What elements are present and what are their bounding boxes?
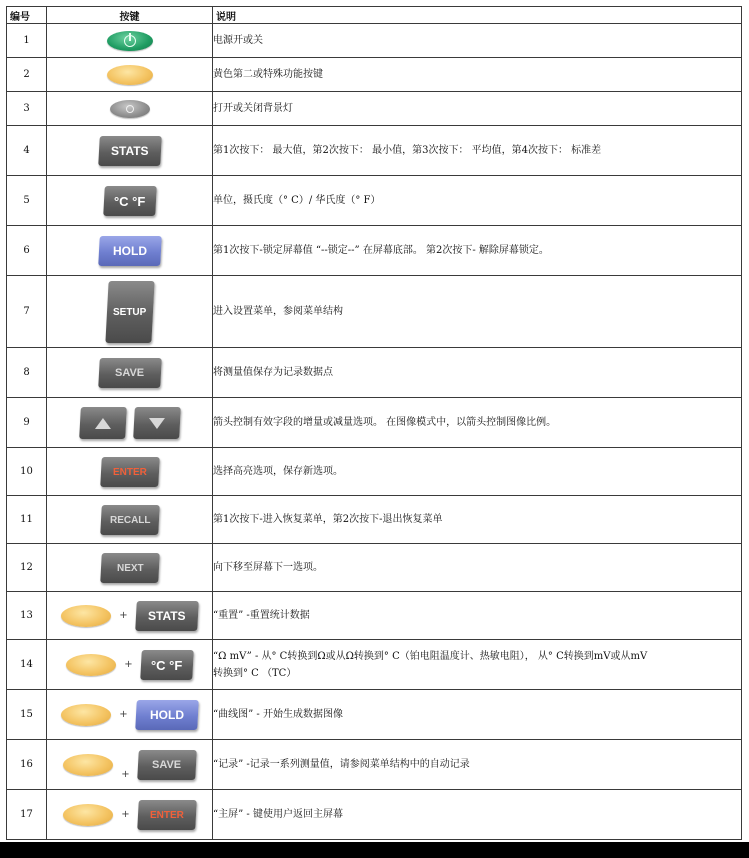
power-button[interactable] [107, 31, 153, 51]
row-description: 箭头控制有效字段的增量或减量选项。 在图像模式中，以箭头控制图像比例。 [213, 398, 742, 448]
table-row [7, 544, 742, 592]
save-button[interactable]: SAVE [98, 358, 162, 388]
table-row [7, 24, 742, 58]
row-description: 将测量值保存为记录数据点 [213, 348, 742, 398]
hold-button[interactable]: HOLD [135, 700, 199, 730]
header-key: 按键 [47, 7, 213, 24]
table-row [7, 690, 742, 740]
enter-button[interactable]: ENTER [100, 457, 160, 487]
units-button[interactable]: °C °F [103, 186, 157, 216]
yellow-function-button[interactable] [107, 65, 153, 85]
table-row [7, 398, 742, 448]
enter-button[interactable]: ENTER [137, 800, 197, 830]
row-description: 第1次按下： 最大值，第2次按下： 最小值，第3次按下： 平均值，第4次按下： 标准差 [213, 126, 742, 176]
save-button[interactable]: SAVE [137, 750, 197, 780]
table-row [7, 58, 742, 92]
table-row [7, 640, 742, 690]
stats-button[interactable]: STATS [98, 136, 162, 166]
row-description: 进入设置菜单，参阅菜单结构 [213, 276, 742, 348]
yellow-function-button[interactable] [66, 654, 116, 676]
table-row [7, 348, 742, 398]
row-number: 6 [7, 226, 47, 276]
row-number: 10 [7, 448, 47, 496]
row-number: 11 [7, 496, 47, 544]
row-description: “记录” -记录一系列测量值，请参阅菜单结构中的自动记录 [213, 740, 742, 790]
arrow-up-icon [95, 417, 111, 428]
row-description-line: 转换到° C （TC） [213, 667, 297, 679]
row-number: 4 [7, 126, 47, 176]
power-icon [124, 35, 136, 47]
stats-button[interactable]: STATS [135, 601, 199, 631]
table-row [7, 790, 742, 840]
table-row [7, 176, 742, 226]
yellow-function-button[interactable] [61, 605, 111, 627]
plus-sign: + [119, 610, 128, 621]
row-description: 单位，摄氏度（° C）/ 华氏度（° F） [213, 176, 742, 226]
plus-sign: + [121, 809, 130, 820]
row-number: 12 [7, 544, 47, 592]
row-description: 第1次按下-进入恢复菜单，第2次按下-退出恢复菜单 [213, 496, 742, 544]
row-description: 选择高亮选项，保存新选项。 [213, 448, 742, 496]
row-number: 14 [7, 640, 47, 690]
row-description-line: “Ω mV” - 从° C转换到Ω或从Ω转换到° C（铂电阻温度计、热敏电阻）， 从° C转换到mV或从mV [213, 650, 648, 662]
arrow-up-button[interactable] [79, 407, 127, 439]
row-number: 7 [7, 276, 47, 348]
row-number: 2 [7, 58, 47, 92]
yellow-function-button[interactable] [63, 804, 113, 826]
yellow-function-button[interactable] [61, 704, 111, 726]
table-row [7, 592, 742, 640]
row-number: 9 [7, 398, 47, 448]
keypad-function-table [6, 6, 742, 840]
row-number: 3 [7, 92, 47, 126]
table-row [7, 226, 742, 276]
plus-sign: + [119, 709, 128, 720]
yellow-function-button[interactable] [63, 754, 113, 776]
row-description: 黄色第二或特殊功能按键 [213, 58, 742, 92]
row-description: 向下移至屏幕下一选项。 [213, 544, 742, 592]
row-description: “曲线图” - 开始生成数据图像 [213, 690, 742, 740]
table-row [7, 92, 742, 126]
row-description: 打开或关闭背景灯 [213, 92, 742, 126]
recall-button[interactable]: RECALL [100, 505, 160, 535]
setup-button[interactable]: SETUP [105, 281, 154, 343]
next-button[interactable]: NEXT [100, 553, 160, 583]
row-description: 第1次按下-锁定屏幕值 “--锁定--” 在屏幕底部。 第2次按下- 解除屏幕锁定。 [213, 226, 742, 276]
backlight-button[interactable] [110, 100, 150, 118]
row-number: 16 [7, 740, 47, 790]
backlight-icon [126, 105, 134, 113]
plus-sign: + [124, 659, 133, 670]
units-button[interactable]: °C °F [140, 650, 194, 680]
row-description: 电源开或关 [213, 24, 742, 58]
row-number: 13 [7, 592, 47, 640]
row-number: 5 [7, 176, 47, 226]
header-description: 说明 [213, 7, 742, 24]
table-row [7, 496, 742, 544]
header-number: 编号 [7, 7, 47, 24]
row-description [213, 640, 742, 690]
row-number: 1 [7, 24, 47, 58]
row-number: 15 [7, 690, 47, 740]
table-row [7, 740, 742, 790]
table-row [7, 126, 742, 176]
row-number: 17 [7, 790, 47, 840]
arrow-down-icon [149, 417, 165, 428]
row-description: “主屏” - 键使用户返回主屏幕 [213, 790, 742, 840]
arrow-down-button[interactable] [133, 407, 181, 439]
table-header-row [7, 7, 742, 24]
row-number: 8 [7, 348, 47, 398]
plus-sign: + [121, 769, 130, 780]
table-row [7, 448, 742, 496]
hold-button[interactable]: HOLD [98, 236, 162, 266]
row-description: “重置” -重置统计数据 [213, 592, 742, 640]
bottom-border [0, 842, 749, 858]
table-row [7, 276, 742, 348]
